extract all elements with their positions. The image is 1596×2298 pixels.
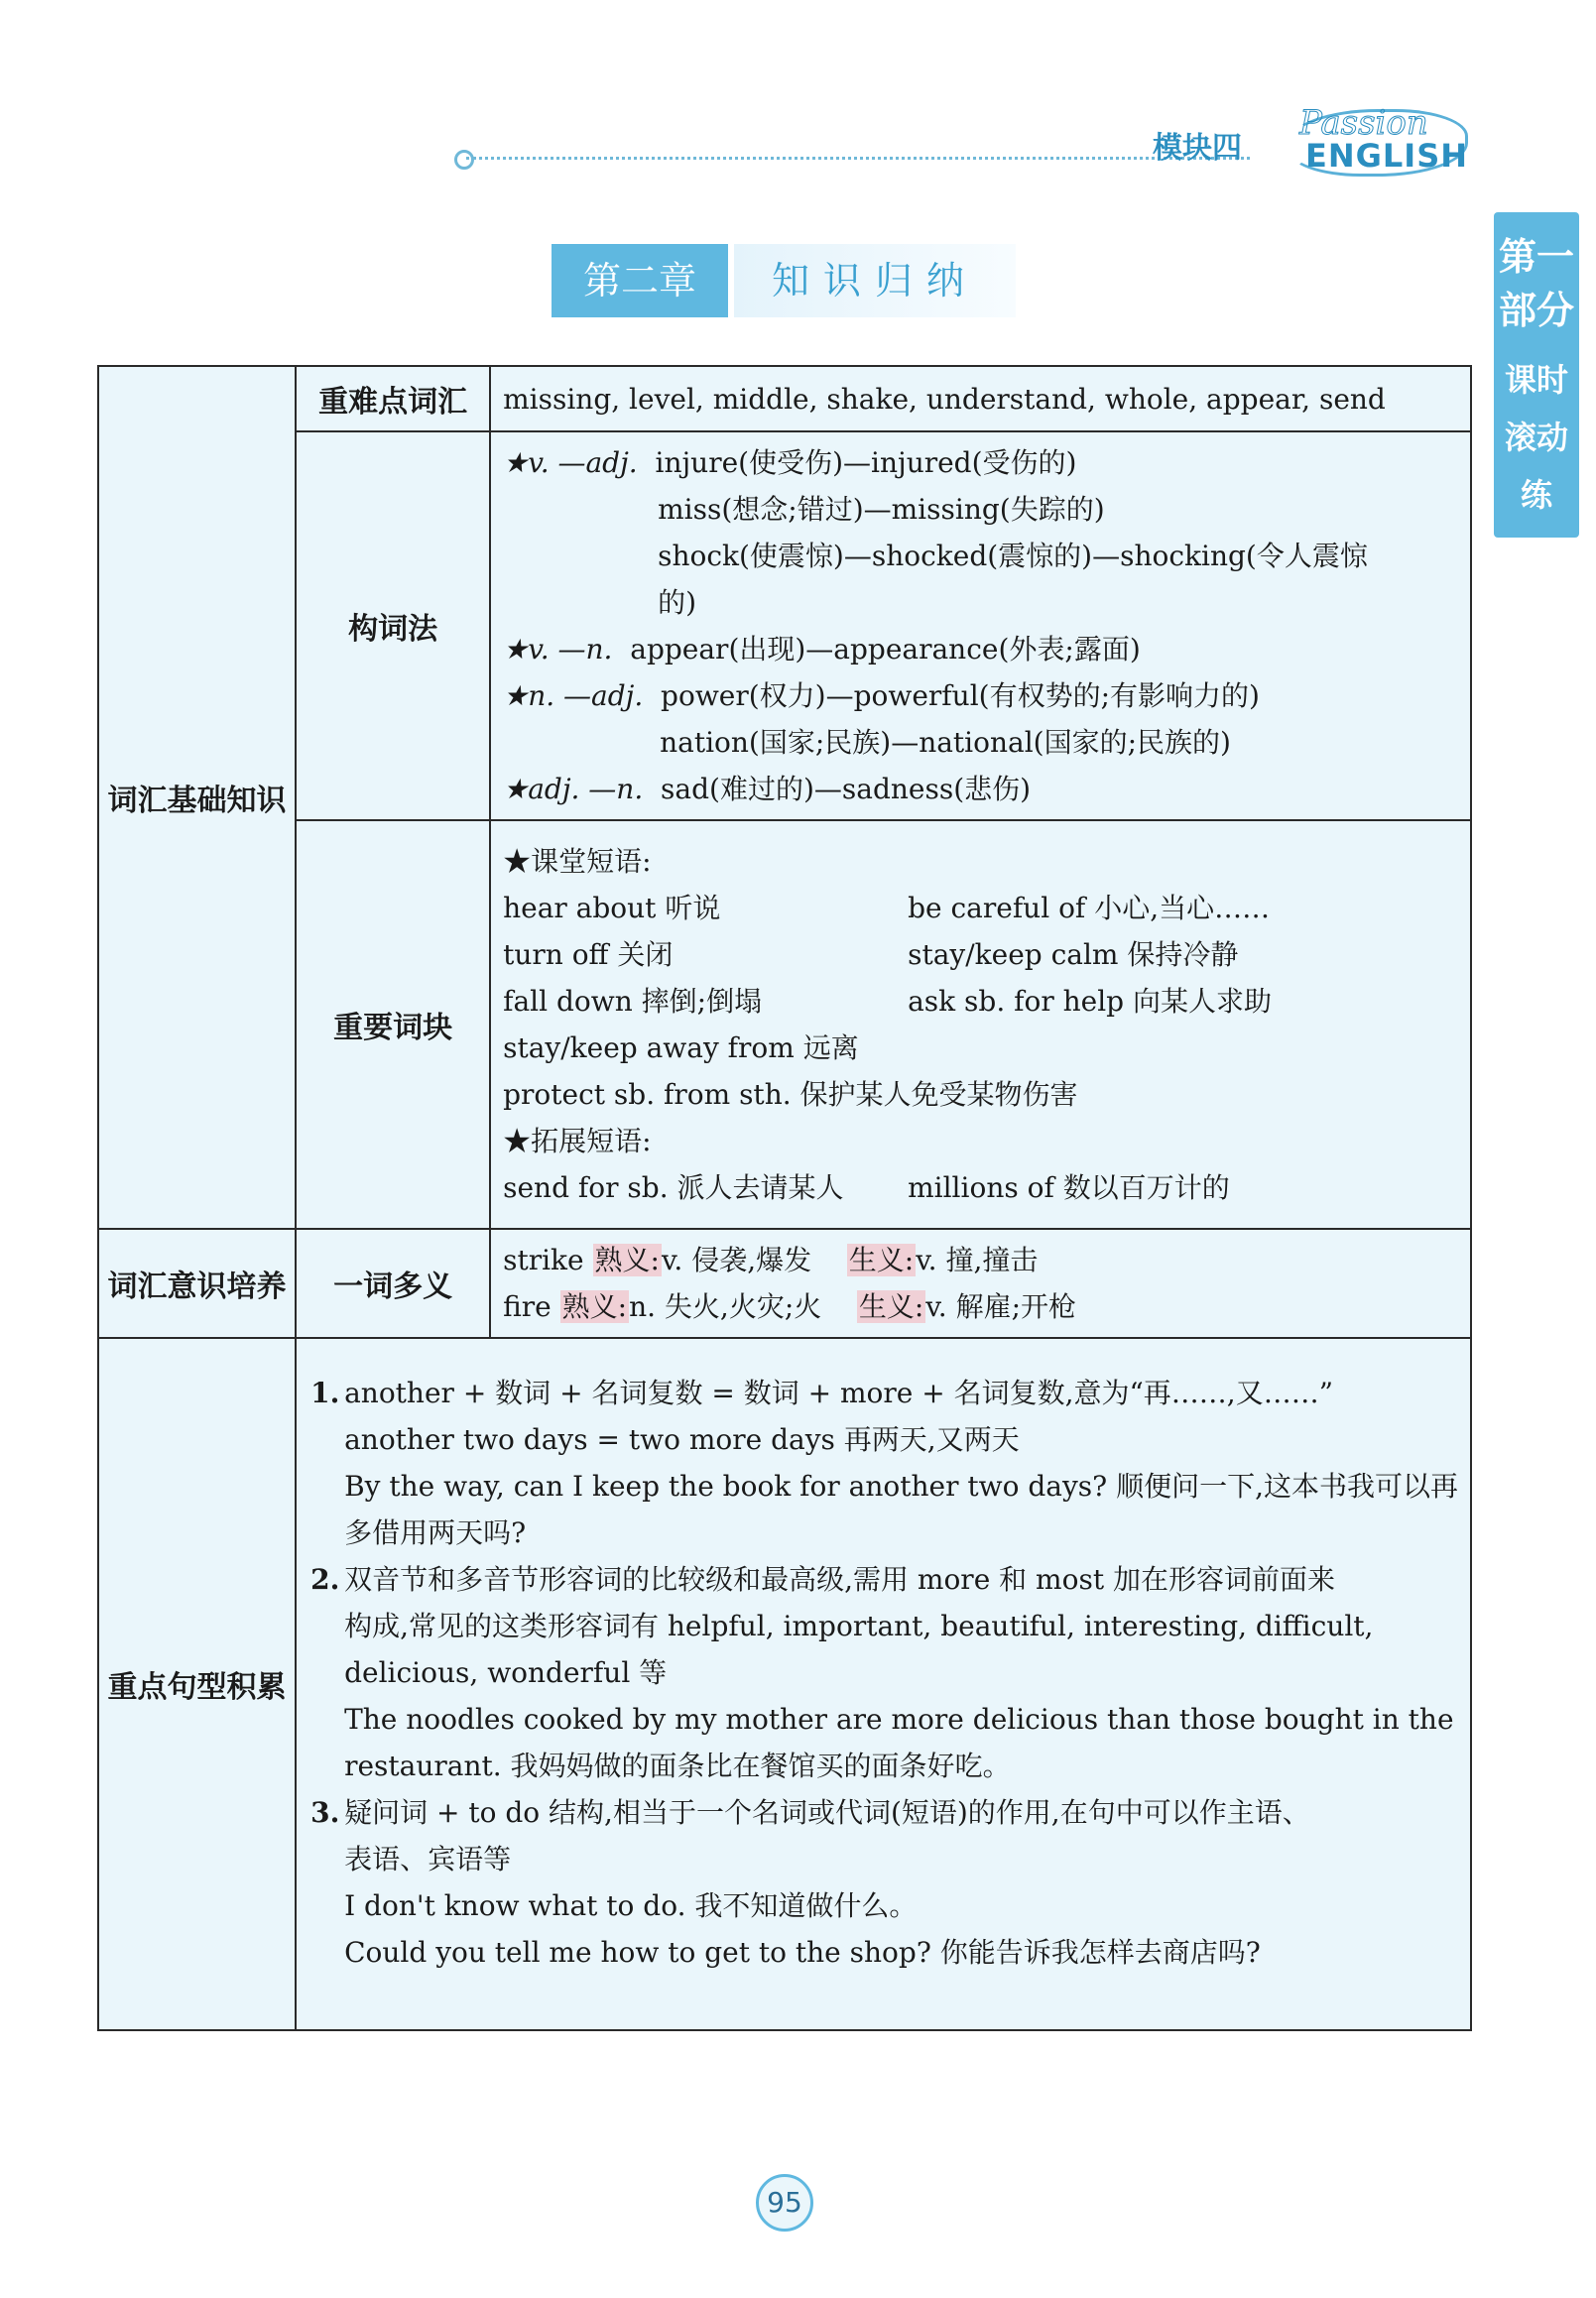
wordform-line: [503, 626, 1458, 672]
word-formation-content: [490, 431, 1471, 820]
chunk-item: ask sb. for help 向某人求助: [908, 985, 1273, 1018]
chunks-heading: ★拓展短语:: [503, 1125, 652, 1157]
category-vocab-basics: 词汇基础知识: [98, 366, 296, 1229]
sentence-text: another + 数词 + 名词复数 = 数词 + more + 名词复数,意为“再……,又……”: [344, 1376, 1334, 1409]
sentence-line: The noodles cooked by my mother are more delicious than those bought in the: [344, 1702, 1454, 1736]
wordform-text: injure(使受伤)—injured(受伤的): [655, 446, 1077, 479]
sentence-line: 多借用两天吗?: [344, 1515, 527, 1549]
key-chunks-content: [490, 820, 1471, 1229]
polysemy-line: [503, 1283, 1458, 1330]
polysemy-word: fire: [503, 1290, 552, 1323]
sentence-line: 构成,常见的这类形容词有 helpful, important, beautiful, interesting, difficult,: [344, 1609, 1374, 1642]
chunk-item: millions of 数以百万计的: [908, 1171, 1230, 1204]
sentence-line: restaurant. 我妈妈做的面条比在餐馆买的面条好吃。: [344, 1749, 1011, 1782]
common-meaning-tag: 熟义:: [561, 1290, 628, 1323]
wordform-line: shock(使震惊)—shocked(震惊的)—shocking(令人震惊: [658, 540, 1368, 572]
sentence-line: [310, 1370, 1458, 1416]
key-sentences-content: [296, 1338, 1471, 2030]
wordform-text: appear(出现)—appearance(外表;露面): [630, 633, 1141, 665]
chunks-heading: ★课堂短语:: [503, 845, 652, 878]
chunk-item: hear about 听说: [503, 892, 721, 924]
polysemy-line: [503, 1237, 1458, 1283]
sentence-number: 1.: [310, 1376, 340, 1409]
sentence-number: 2.: [310, 1562, 340, 1596]
header-line: [466, 157, 1250, 160]
polysemy-meaning: n. 失火,火灾;火: [629, 1290, 822, 1323]
chunk-item: stay/keep calm 保持冷静: [908, 938, 1239, 971]
sentence-line: delicious, wonderful 等: [344, 1655, 668, 1689]
wordform-label: ★n. —adj.: [503, 679, 644, 712]
vocab-words: missing, level, middle, shake, understand, whole, appear, send: [503, 382, 1386, 416]
polysemy-meaning: v. 解雇;开枪: [925, 1290, 1077, 1323]
polysemy-content: [490, 1229, 1471, 1338]
sub-key-vocab: 重难点词汇: [296, 366, 490, 431]
sentence-line: [310, 1556, 1458, 1603]
sentence-line: 表语、宾语等: [344, 1842, 512, 1875]
key-vocab-list: [490, 366, 1471, 431]
knowledge-table: [97, 365, 1472, 2031]
side-tab-title: [1494, 230, 1579, 337]
logo-top-text: Passion: [1299, 103, 1428, 143]
chunk-row: [503, 978, 1458, 1025]
sentence-line: Could you tell me how to get to the shop? 你能告诉我怎样去商店吗?: [344, 1935, 1261, 1969]
sentence-text: 疑问词 + to do 结构,相当于一个名词或代词(短语)的作用,在句中可以作主语、: [344, 1795, 1310, 1829]
wordform-line: [503, 766, 1458, 812]
side-tab-subtitle: [1494, 351, 1579, 524]
sentence-line: I don't know what to do. 我不知道做什么。: [344, 1888, 918, 1922]
side-tab-line2: 部分: [1498, 289, 1574, 332]
chunk-item: fall down 摔倒;倒塌: [503, 985, 763, 1018]
module-label: 模块四: [1153, 131, 1242, 166]
wordform-line: miss(想念;错过)—missing(失踪的): [658, 493, 1105, 526]
wordform-text: power(权力)—powerful(有权势的;有影响力的): [661, 679, 1260, 712]
sub-word-formation: 构词法: [296, 431, 490, 820]
new-meaning-tag: 生义:: [848, 1244, 915, 1276]
sentence-line: another two days = two more days 再两天,又两天: [344, 1422, 1020, 1456]
polysemy-meaning: v. 撞,撞击: [916, 1244, 1039, 1276]
wordform-line: nation(国家;民族)—national(国家的;民族的): [660, 726, 1231, 759]
sentence-text: 双音节和多音节形容词的比较级和最高级,需用 more 和 most 加在形容词前面来: [344, 1562, 1335, 1596]
chapter-title: 知识归纳: [734, 244, 1016, 317]
sub-key-chunks: 重要词块: [296, 820, 490, 1229]
side-tab-line5: 练: [1520, 476, 1552, 514]
wordform-text: sad(难过的)—sadness(悲伤): [661, 773, 1032, 805]
sentence-number: 3.: [310, 1795, 340, 1829]
side-tab-line4: 滚动: [1504, 419, 1568, 456]
side-tab-line3: 课时: [1504, 361, 1568, 399]
chunk-row: [503, 885, 1458, 931]
chunk-row: [503, 1164, 1458, 1211]
chunk-item: stay/keep away from 远离: [503, 1031, 859, 1064]
category-key-sentences: 重点句型积累: [98, 1338, 296, 2030]
chapter-number: 第二章: [552, 244, 728, 317]
chapter-heading: [552, 244, 1018, 317]
category-vocab-awareness: 词汇意识培养: [98, 1229, 296, 1338]
polysemy-meaning: v. 侵袭,爆发: [661, 1244, 812, 1276]
header-dot: [454, 150, 474, 170]
polysemy-word: strike: [503, 1244, 584, 1276]
sentence-line: [310, 1789, 1458, 1836]
page-number: 95: [756, 2174, 813, 2232]
chunk-item: turn off 关闭: [503, 938, 674, 971]
side-section-tab: [1494, 212, 1579, 538]
wordform-label: ★adj. —n.: [503, 773, 644, 805]
chunk-row: [503, 931, 1458, 978]
wordform-label: ★v. —adj.: [503, 446, 638, 479]
sub-polysemy: 一词多义: [296, 1229, 490, 1338]
logo-bottom-text: ENGLISH: [1305, 137, 1469, 175]
chunk-item: send for sb. 派人去请某人: [503, 1171, 844, 1204]
wordform-line: 的): [658, 586, 697, 619]
passion-english-logo: [1288, 103, 1469, 175]
side-tab-line1: 第一: [1498, 235, 1574, 279]
common-meaning-tag: 熟义:: [594, 1244, 660, 1276]
wordform-line: [503, 672, 1458, 719]
wordform-line: [503, 439, 1458, 486]
chunk-item: be careful of 小心,当心……: [908, 892, 1271, 924]
chunk-item: protect sb. from sth. 保护某人免受某物伤害: [503, 1078, 1078, 1111]
wordform-label: ★v. —n.: [503, 633, 613, 665]
sentence-line: By the way, can I keep the book for another two days? 顺便问一下,这本书我可以再: [344, 1469, 1458, 1503]
new-meaning-tag: 生义:: [858, 1290, 924, 1323]
